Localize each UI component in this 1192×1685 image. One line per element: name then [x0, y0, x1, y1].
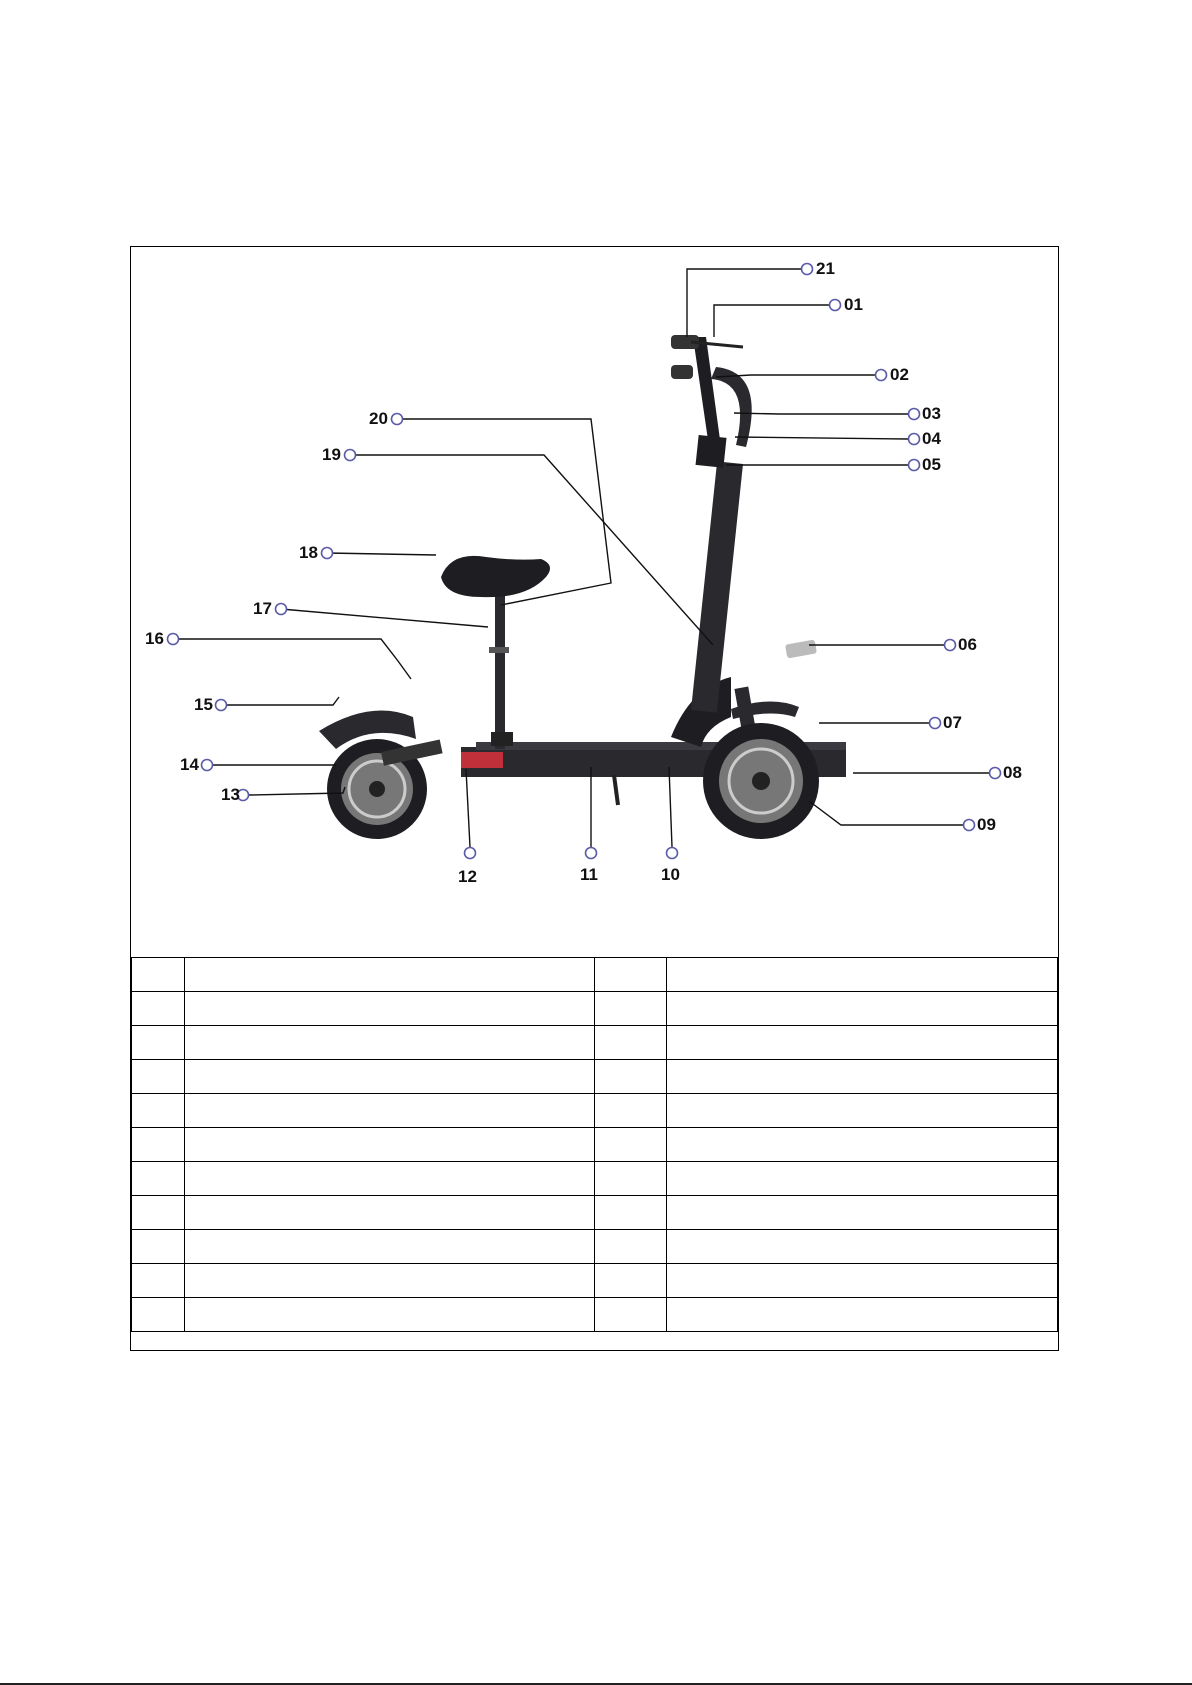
part-name-cell: [185, 1196, 595, 1230]
parts-table: [131, 957, 1058, 1332]
callout-label-10: 10: [661, 865, 680, 884]
seat: [441, 556, 550, 597]
figure-frame: [130, 246, 1059, 1351]
part-number-cell: [132, 1196, 185, 1230]
table-row: [132, 1162, 1058, 1196]
part-name-cell: [185, 1230, 595, 1264]
part-number-cell: [132, 1128, 185, 1162]
part-number-cell: [595, 958, 667, 992]
part-name-cell: [185, 1162, 595, 1196]
handlebar: [693, 337, 721, 447]
part-number-cell: [595, 1264, 667, 1298]
part-number-cell: [132, 1298, 185, 1332]
callout-label-17: 17: [253, 599, 272, 618]
part-number-cell: [595, 1026, 667, 1060]
scooter-illustration: [319, 335, 846, 839]
part-name-cell: [185, 992, 595, 1026]
stem: [691, 461, 743, 712]
part-name-cell: [667, 958, 1058, 992]
part-name-cell: [185, 1128, 595, 1162]
table-row: [132, 1094, 1058, 1128]
callout-label-12: 12: [458, 867, 477, 886]
part-number-cell: [595, 1060, 667, 1094]
seat-post: [495, 594, 505, 749]
part-name-cell: [185, 1298, 595, 1332]
callout-label-03: 03: [922, 404, 941, 423]
callout-label-19: 19: [322, 445, 341, 464]
callout-label-13: 13: [221, 785, 240, 804]
callout-label-01: 01: [844, 295, 863, 314]
callout-label-16: 16: [145, 629, 164, 648]
callout-label-08: 08: [1003, 763, 1022, 782]
part-number-cell: [132, 1230, 185, 1264]
table-row: [132, 1196, 1058, 1230]
callout-label-02: 02: [890, 365, 909, 384]
part-name-cell: [667, 1264, 1058, 1298]
table-row: [132, 958, 1058, 992]
part-name-cell: [667, 1128, 1058, 1162]
part-name-cell: [185, 1094, 595, 1128]
part-name-cell: [667, 1230, 1058, 1264]
part-number-cell: [132, 1264, 185, 1298]
part-number-cell: [595, 1128, 667, 1162]
part-number-cell: [595, 1298, 667, 1332]
part-name-cell: [667, 1162, 1058, 1196]
part-name-cell: [185, 958, 595, 992]
callout-label-20: 20: [369, 409, 388, 428]
table-row: [132, 1298, 1058, 1332]
part-name-cell: [667, 1196, 1058, 1230]
part-name-cell: [185, 1026, 595, 1060]
table-row: [132, 1264, 1058, 1298]
part-number-cell: [132, 1094, 185, 1128]
callout-label-11: 11: [580, 865, 598, 884]
part-name-cell: [667, 992, 1058, 1026]
part-name-cell: [667, 1094, 1058, 1128]
part-number-cell: [132, 1060, 185, 1094]
part-number-cell: [595, 992, 667, 1026]
part-number-cell: [595, 1196, 667, 1230]
callout-label-09: 09: [977, 815, 996, 834]
callout-label-05: 05: [922, 455, 941, 474]
part-name-cell: [185, 1264, 595, 1298]
callout-label-04: 04: [922, 429, 941, 448]
part-number-cell: [132, 958, 185, 992]
part-name-cell: [667, 1298, 1058, 1332]
callout-label-21: 21: [816, 259, 835, 278]
callout-label-14: 14: [180, 755, 199, 774]
part-number-cell: [132, 1026, 185, 1060]
table-row: [132, 992, 1058, 1026]
callout-label-06: 06: [958, 635, 977, 654]
part-number-cell: [595, 1230, 667, 1264]
part-number-cell: [132, 1162, 185, 1196]
part-name-cell: [667, 1026, 1058, 1060]
part-number-cell: [595, 1094, 667, 1128]
part-name-cell: [185, 1060, 595, 1094]
table-row: [132, 1060, 1058, 1094]
table-row: [132, 1230, 1058, 1264]
part-name-cell: [667, 1060, 1058, 1094]
table-row: [132, 1026, 1058, 1060]
part-number-cell: [132, 992, 185, 1026]
callout-label-18: 18: [299, 543, 318, 562]
table-row: [132, 1128, 1058, 1162]
part-number-cell: [595, 1162, 667, 1196]
callout-label-07: 07: [943, 713, 962, 732]
parts-table-body: [132, 958, 1058, 1332]
callout-label-15: 15: [194, 695, 213, 714]
